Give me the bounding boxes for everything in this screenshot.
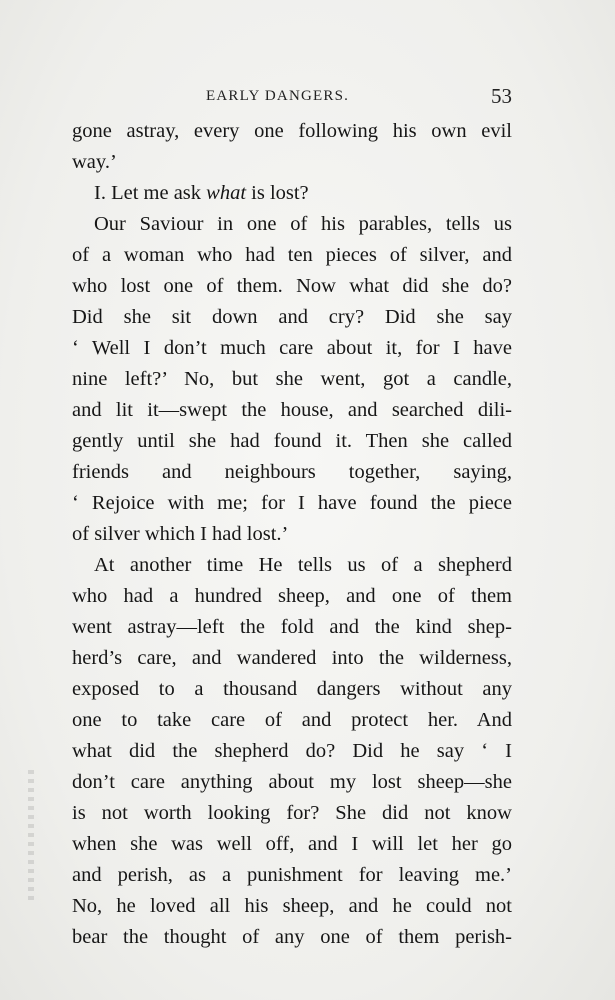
- text-line: of silver which I had lost.’: [72, 523, 289, 545]
- text-line: went astray—left the fold and the kind shep-: [72, 616, 512, 638]
- text-line: [72, 178, 512, 209]
- running-title: EARLY DANGERS.: [206, 88, 350, 104]
- text-line: Did she sit down and cry? Did she say: [72, 306, 512, 328]
- text-line: is not worth looking for? She did not know: [72, 802, 512, 824]
- text-line: bear the thought of any one of them perish-: [72, 926, 512, 948]
- text-line: don’t care anything about my lost sheep—she: [72, 771, 512, 793]
- text-line: when she was well off, and I will let her go: [72, 833, 512, 855]
- text-line: who had a hundred sheep, and one of them: [72, 585, 512, 607]
- text-line: gone astray, every one following his own evil: [72, 120, 512, 142]
- text-span: is lost?: [251, 182, 309, 204]
- text-line: ‘ Well I don’t much care about it, for I have: [72, 337, 512, 359]
- text-line: way.’: [72, 151, 117, 173]
- text-line: Our Saviour in one of his parables, tells us: [94, 213, 512, 235]
- margin-bleed-mark: [28, 770, 34, 900]
- text-line: and lit it—swept the house, and searched dili-: [72, 399, 512, 421]
- italic-word: what: [206, 182, 247, 204]
- text-line: what did the shepherd do? Did he say ‘ I: [72, 740, 512, 762]
- text-line: gently until she had found it. Then she called: [72, 430, 512, 452]
- text-line: and perish, as a punishment for leaving me.’: [72, 864, 512, 886]
- running-head: [72, 86, 512, 110]
- text-line: friends and neighbours together, saying,: [72, 461, 512, 483]
- text-line: At another time He tells us of a shepherd: [94, 554, 512, 576]
- text-line: who lost one of them. Now what did she do?: [72, 275, 512, 297]
- text-line: exposed to a thousand dangers without any: [72, 678, 512, 700]
- text-line: No, he loved all his sheep, and he could not: [72, 895, 512, 917]
- text-line: of a woman who had ten pieces of silver, and: [72, 244, 512, 266]
- body-text: [72, 116, 512, 953]
- text-line: herd’s care, and wandered into the wilderness,: [72, 647, 512, 669]
- text-line: ‘ Rejoice with me; for I have found the piece: [72, 492, 512, 514]
- page-number: 53: [491, 84, 512, 108]
- text-line: nine left?’ No, but she went, got a candle,: [72, 368, 512, 390]
- text-span: I. Let me ask: [94, 182, 202, 204]
- text-line: one to take care of and protect her. And: [72, 709, 512, 731]
